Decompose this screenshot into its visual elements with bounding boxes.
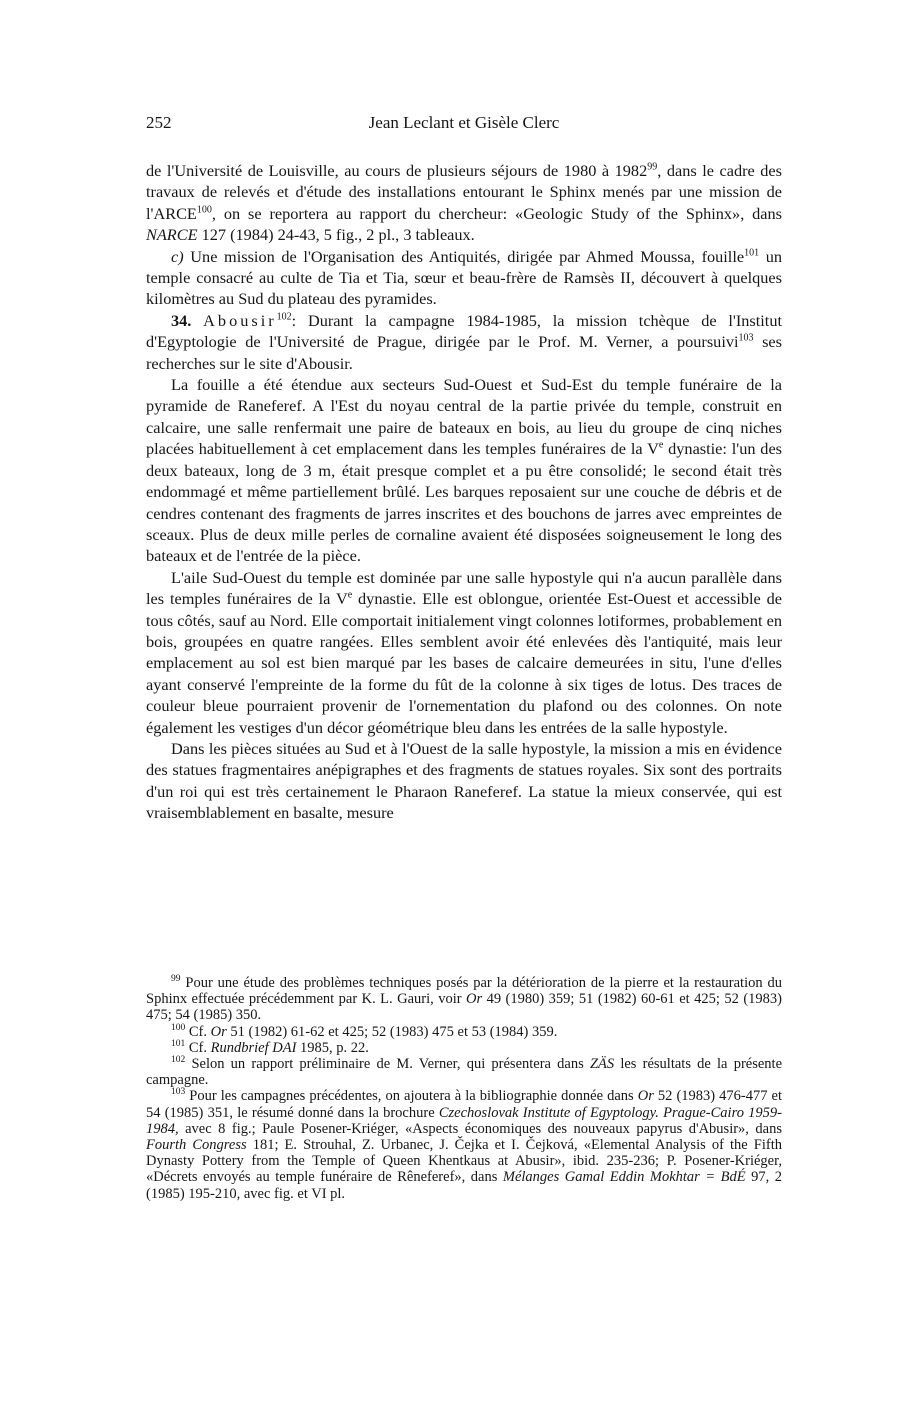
running-title: Jean Leclant et Gisèle Clerc	[368, 113, 560, 132]
paragraph-1: de l'Université de Louisville, au cours de plusieurs séjours de 1980 à 1982$^{99}$, dans le cadre des travaux de relevés et d'étude des installations entourant le Sphinx menés par une mission de l'ARCE$^{100}$, on se reportera au rapport du chercheur: «Geologic Study of the Sphinx», dans NARCE 127 (1984) 24-43, 5 fig., 2 pl., 3 tableaux.	[146, 161, 782, 245]
paragraph-4: La fouille a été étendue aux secteurs Sud-Ouest et Sud-Est du temple funéraire de la pyramide de Raneferef. A l'Est du noyau central de la partie privée du temple, construit en calcaire, une salle renfermait une paire de bateaux en bois, au lieu du groupe de cinq niches placées habituellement à cet emplacement dans les temples funéraires de la Ve dynastie: l'un des deux bateaux, long de 3 m, était presque complet et a pu être consolidé; le second était très endommagé et même partiellement brûlé. Les barques reposaient sur une couche de débris et de cendres contenant des fragments de jarres inscrites et des bouchons de jarres avec empreintes de sceaux. Plus de deux mille perles de cornaline avaient été disposées soigneusement le long des bateaux et de l'entrée de la pièce.	[146, 375, 783, 566]
footnote-102: $^{102}$ Selon un rapport préliminaire de M. Verner, qui présentera dans ZÄS les résultats de la présente campagne.	[146, 1055, 782, 1089]
journal-narce: NARCE	[146, 225, 198, 245]
list-label-c: c)	[171, 246, 184, 266]
footnote-ref-103[interactable]: 103	[738, 332, 754, 344]
paragraph-5: L'aile Sud-Ouest du temple est dominée par une salle hypostyle qui n'a aucun parallèle dans les temples funéraires de la Ve dynastie. Elle est oblongue, orientée Est-Ouest et accessible de tous côtés, sauf au Nord. Elle comportait initialement vingt colonnes lotiformes, probablement en bois, groupées en quatre rangées. Elles semblent avoir été enlevées dès l'antiquité, mais leur emplacement au sol est bien marqué par les bases de calcaire demeurées in situ, l'une d'elles ayant conservé l'empreinte de la forme du fût de la colonne à six tiges de lotus. Des traces de couleur bleue pourraient provenir de l'ornementation du plafond ou des colonnes. On note également les vestiges d'un décor géométrique bleu dans les entrées de la salle hypostyle.	[146, 567, 782, 737]
page-number: 252	[146, 113, 172, 132]
body-text	[146, 160, 782, 824]
footnote-101: $^{101}$ Cf. Rundbrief DAI 1985, p. 22.	[171, 1038, 369, 1056]
footnotes	[146, 975, 782, 1202]
footnote-ref-101[interactable]: 101	[744, 247, 760, 259]
footnote-ref-99[interactable]: 99	[647, 161, 658, 173]
paragraph-6: Dans les pièces situées au Sud et à l'Ouest de la salle hypostyle, la mission a mis en évidence des statues fragmentaires anépigraphes et des fragments de statues royales. Six sont des portraits d'un roi qui est très certainement le Pharaon Raneferef. La statue la mieux conservée, qui est vraisemblablement en basalte, mesure	[146, 738, 782, 823]
footnote-100: $^{100}$ Cf. Or 51 (1982) 61-62 et 425; 52 (1983) 475 et 53 (1984) 359.	[171, 1022, 558, 1040]
footnote-ref-100[interactable]: 100	[196, 204, 212, 216]
paragraph-3: 34. Abousir$^{102}$: Durant la campagne 1984-1985, la mission tchèque de l'Institut d'Egyptologie de l'Université de Prague, dirigée par le Prof. M. Verner, a poursuivi$^{103}$ ses recherches sur le site d'Abousir.	[146, 310, 782, 373]
page-header	[146, 113, 782, 139]
section-number: 34.	[171, 310, 192, 330]
paragraph-2: c) Une mission de l'Organisation des Antiquités, dirigée par Ahmed Moussa, fouille$^{101}$ un temple consacré au culte de Tia et Tia, sœur et beau-frère de Ramsès II, découvert à quelques kilomètres au Sud du plateau des pyramides.	[146, 246, 782, 309]
footnote-99: $^{99}$ Pour une étude des problèmes techniques posés par la détérioration de la pierre et la restauration du Sphinx effectuée précédemment par K. L. Gauri, voir Or 49 (1980) 359; 51 (1982) 60-61 et 425; 52 (1983) 475; 54 (1985) 350.	[146, 974, 782, 1024]
footnote-ref-102[interactable]: 102	[276, 311, 292, 323]
footnote-103: $^{103}$ Pour les campagnes précédentes, on ajoutera à la bibliographie donnée dans Or 52 (1983) 476-477 et 54 (1985) 351, le résumé donné dans la brochure Czechoslovak Institute of Egyptology. Prague-Cairo 1959-1984, avec 8 fig.; Paule Posener-Kriéger, «Aspects économiques des nouveaux papyrus d'Abusir», dans Fourth Congress 181; E. Strouhal, Z. Urbanec, J. Čejka et I. Čejková, «Elemental Analysis of the Fifth Dynasty Pottery from the Temple of Queen Khentkaus at Abusir», ibid. 235-236; P. Posener-Kriéger, «Décrets envoyés au temple funéraire de Rêneferef», dans Mélanges Gamal Eddin Mokhtar = BdÉ 97, 2 (1985) 195-210, avec fig. et VI pl.	[146, 1087, 783, 1202]
site-name: Abousir	[203, 310, 277, 330]
